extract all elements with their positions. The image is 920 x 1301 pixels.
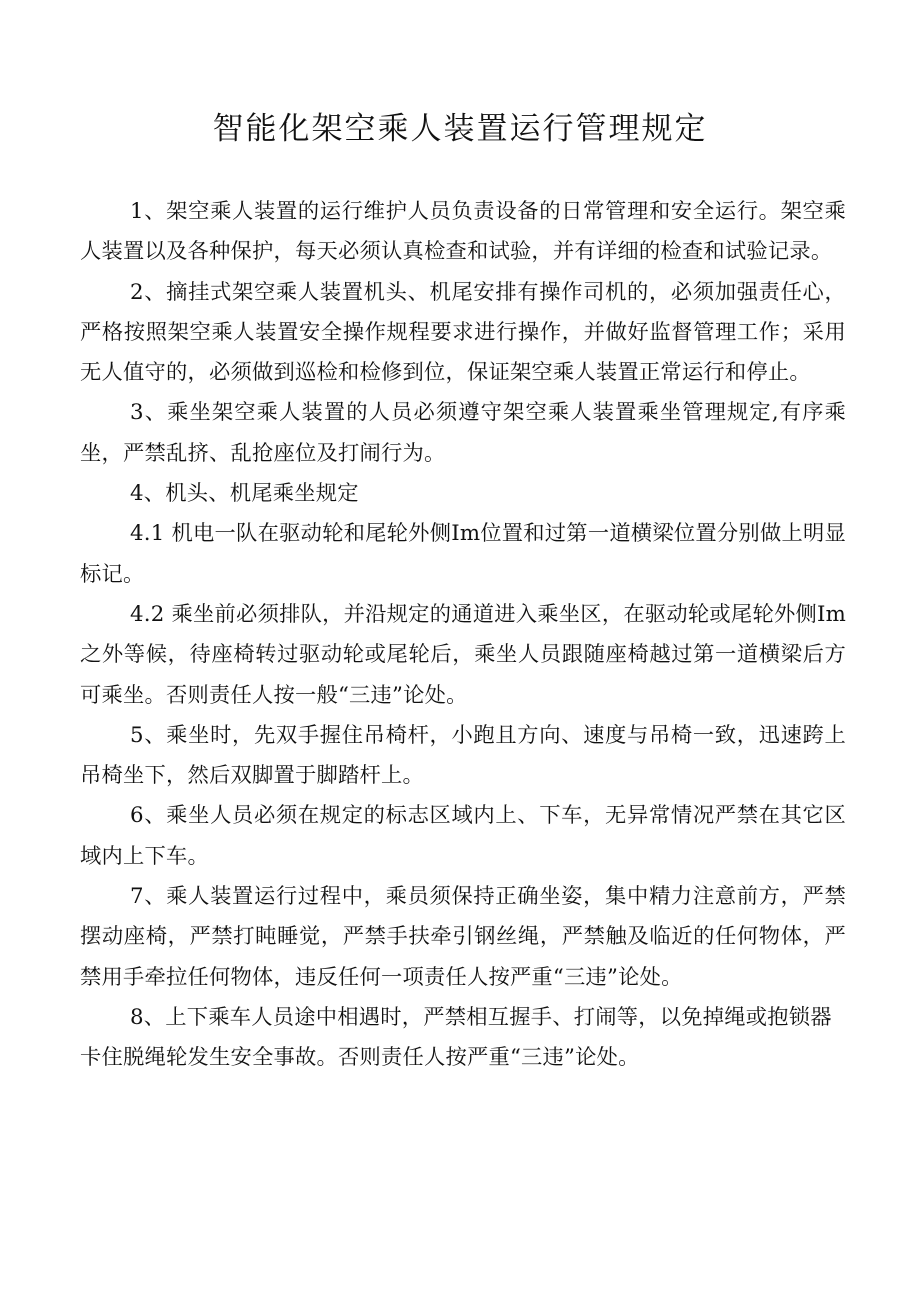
paragraph-4-1: 4.1 机电一队在驱动轮和尾轮外侧Im位置和过第一道横梁位置分别做上明显标记。 <box>80 521 846 587</box>
document-body <box>80 192 846 1079</box>
paragraph-4: 4、机头、机尾乘坐规定 <box>130 481 359 507</box>
paragraph-8: 8、上下乘车人员途中相遇时，严禁相互握手、打闹等，以免掉绳或抱锁器卡住脱绳轮发生安全事故。否则责任人按严重“三违”论处。 <box>80 1004 832 1071</box>
paragraph-7: 7、乘人装置运行过程中，乘员须保持正确坐姿，集中精力注意前方，严禁摆动座椅，严禁打盹睡觉，严禁手扶牵引钢丝绳，严禁触及临近的任何物体，严禁用手牵拉任何物体，违反任何一项责任人按严重“三违”论处。 <box>80 884 846 990</box>
paragraph-6: 6、乘坐人员必须在规定的标志区域内上、下车，无异常情况严禁在其它区域内上下车。 <box>80 803 846 869</box>
paragraph-5: 5、乘坐时，先双手握住吊椅杆，小跑且方向、速度与吊椅一致，迅速跨上吊椅坐下，然后双脚置于脚踏杆上。 <box>80 722 846 789</box>
paragraph-3: 3、乘坐架空乘人装置的人员必须遵守架空乘人装置乘坐管理规定,有序乘坐，严禁乱挤、乱抢座位及打闹行为。 <box>80 400 846 466</box>
paragraph-1: 1、架空乘人装置的运行维护人员负责设备的日常管理和安全运行。架空乘人装置以及各种保护，每天必须认真检查和试验，并有详细的检查和试验记录。 <box>80 199 846 265</box>
document-title: 智能化架空乘人装置运行管理规定 <box>212 111 708 147</box>
paragraph-2: 2、摘挂式架空乘人装置机头、机尾安排有操作司机的，必须加强责任心，严格按照架空乘人装置安全操作规程要求进行操作，并做好监督管理工作；采用无人值守的，必须做到巡检和检修到位，保证架空乘人装置正常运行和停止。 <box>80 279 846 386</box>
paragraph-4-2: 4.2 乘坐前必须排队，并沿规定的通道进入乘坐区，在驱动轮或尾轮外侧Im之外等候，待座椅转过驱动轮或尾轮后，乘坐人员跟随座椅越过第一道横梁后方可乘坐。否则责任人按一般“三违”论处。 <box>80 601 846 708</box>
